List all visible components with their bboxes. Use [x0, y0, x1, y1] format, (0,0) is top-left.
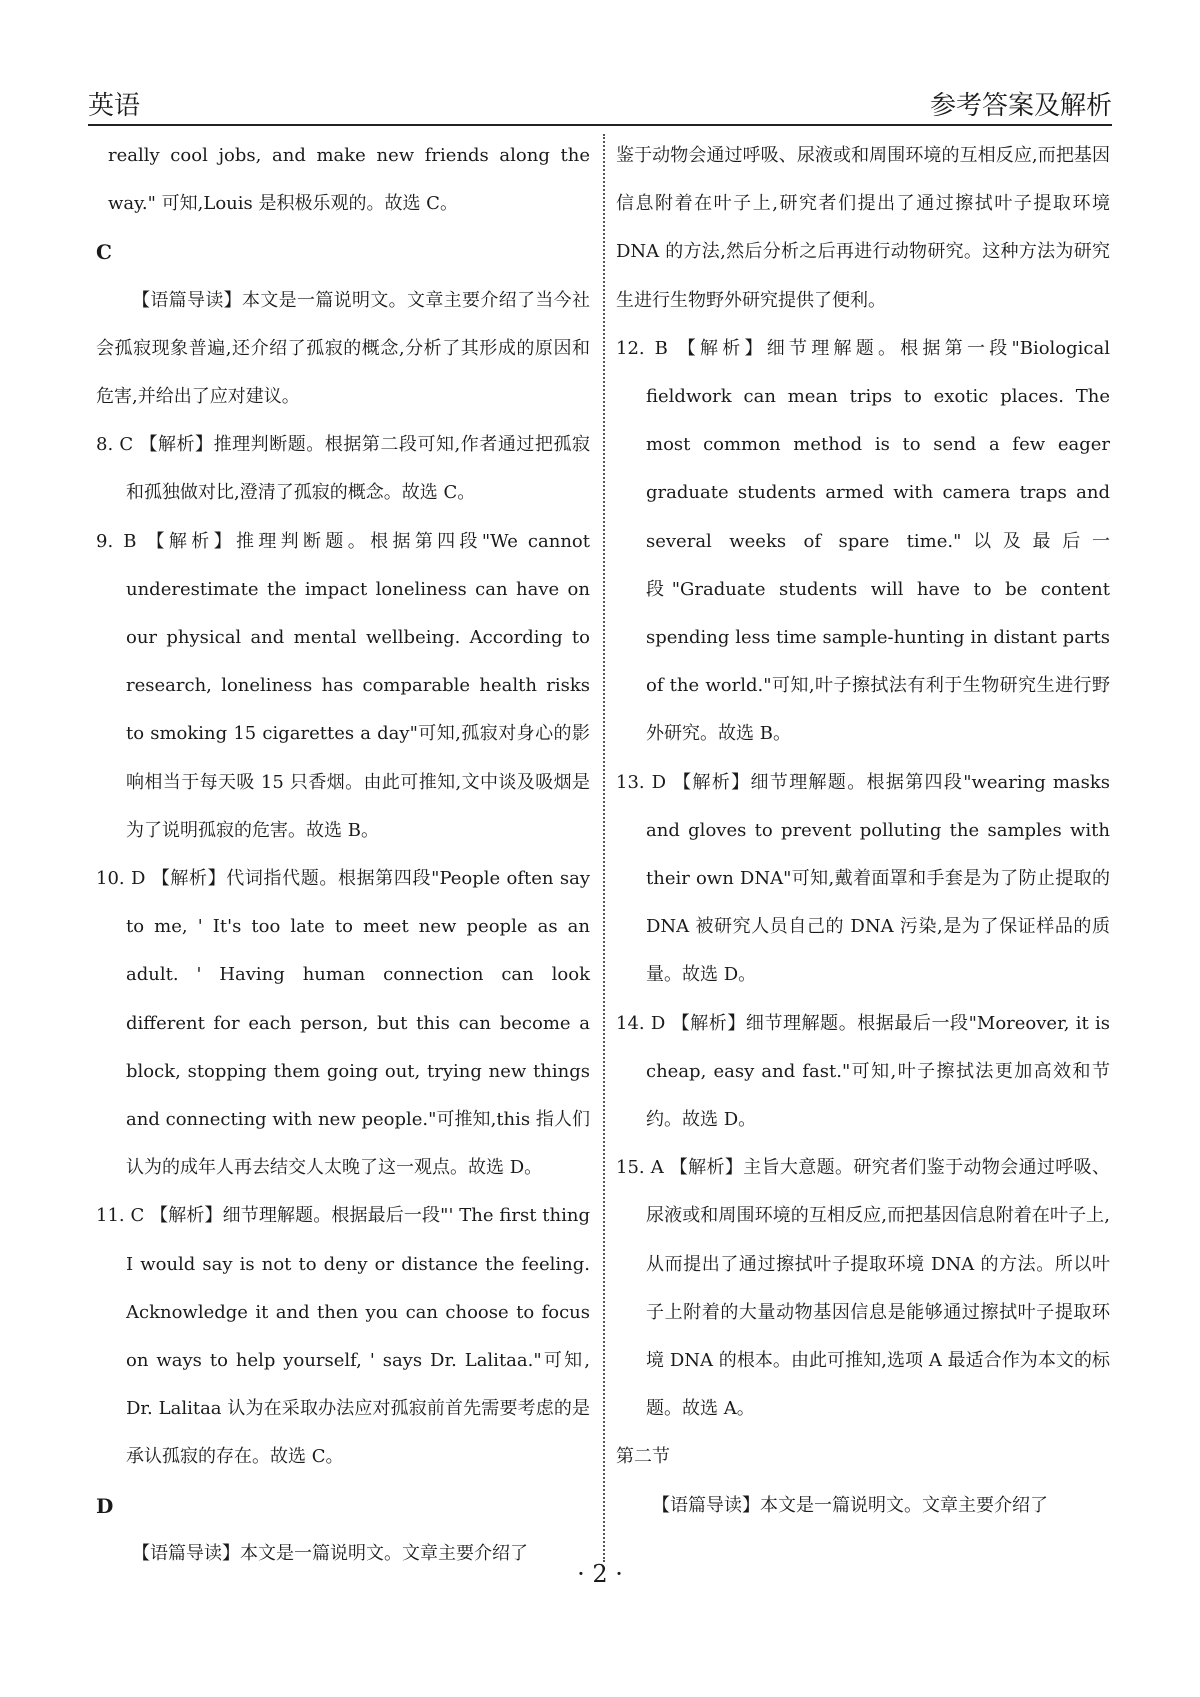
- section-title: 第二节: [616, 1446, 670, 1468]
- column-divider: [603, 134, 605, 1562]
- right-column: [616, 132, 1110, 1530]
- answer-item-15: 15. A 【解析】主旨大意题。研究者们鉴于动物会通过呼吸、尿液或和周围环境的互相反应,而把基因信息附着在叶子上,从而提出了通过擦拭叶子提取环境 DNA 的方法。所以叶子上附着的大量动物基因信息是能够通过擦拭叶子提取环境 DNA 的根本。由此可推知,选项 A 最适合作为本文的标题。故选 A。: [616, 1157, 1110, 1420]
- answer-item-9: 9. B 【解析】推理判断题。根据第四段"We cannot underestimate the impact loneliness can have on our physical and mental wellbeing. According to research, loneliness has comparable health risks to smoking 15 cigarettes a day"可知,孤寂对身心的影响相当于每天吸 15 只香烟。由此可推知,文中谈及吸烟是为了说明孤寂的危害。故选 B。: [96, 530, 590, 841]
- passage-intro-c: 【语篇导读】本文是一篇说明文。文章主要介绍了当今社会孤寂现象普遍,还介绍了孤寂的概念,分析了其形成的原因和危害,并给出了应对建议。: [96, 289, 590, 408]
- page-header: [88, 78, 1112, 122]
- section-heading-c: C: [96, 240, 112, 265]
- left-column: [96, 132, 590, 1578]
- answer-item-8: 8. C 【解析】推理判断题。根据第二段可知,作者通过把孤寂和孤独做对比,澄清了孤寂的概念。故选 C。: [96, 434, 590, 504]
- answer-item-12: 12. B 【解析】细节理解题。根据第一段"Biological fieldwork can mean trips to exotic places. The most common method is to send a few eager graduate students armed with camera traps and several weeks of spare time."以及最后一段"Graduate students will have to be content spending less time sample-hunting in distant parts of the world."可知,叶子擦拭法有利于生物研究生进行野外研究。故选 B。: [616, 337, 1110, 745]
- passage-intro-section2: 【语篇导读】本文是一篇说明文。文章主要介绍了: [652, 1494, 1048, 1516]
- section-label: 参考答案及解析: [929, 91, 1112, 121]
- header-rule: [88, 124, 1112, 126]
- section-heading-d: D: [96, 1493, 114, 1518]
- answer-item-13: 13. D 【解析】细节理解题。根据第四段"wearing masks and gloves to prevent polluting the samples with their own DNA"可知,戴着面罩和手套是为了防止提取的 DNA 被研究人员自己的 DNA 污染,是为了保证样品的质量。故选 D。: [616, 771, 1110, 986]
- answer-item-11: 11. C 【解析】细节理解题。根据最后一段"' The first thing I would say is not to deny or distance the feeling. Acknowledge it and then you can choose to focus on ways to help yourself, ' says Dr. Lalitaa."可知, Dr. Lalitaa 认为在采取办法应对孤寂前首先需要考虑的是承认孤寂的存在。故选 C。: [96, 1205, 590, 1468]
- answer-item-14: 14. D 【解析】细节理解题。根据最后一段"Moreover, it is cheap, easy and fast."可知,叶子擦拭法更加高效和节约。故选 D。: [616, 1012, 1110, 1131]
- answer-item-10: 10. D 【解析】代词指代题。根据第四段"People often say to me, ' It's too late to meet new people as an adult. ' Having human connection can look different for each person, but this can become a block, stopping them going out, trying new things and connecting with new people."可推知,this 指人们认为的成年人再去结交人太晚了这一观点。故选 D。: [96, 868, 590, 1179]
- passage-intro-d-continued: 鉴于动物会通过呼吸、尿液或和周围环境的互相反应,而把基因信息附着在叶子上,研究者们提出了通过擦拭叶子提取环境 DNA 的方法,然后分析之后再进行动物研究。这种方法为研究生进行生物野外研究提供了便利。: [616, 145, 1110, 311]
- passage-intro-d: 【语篇导读】本文是一篇说明文。文章主要介绍了: [132, 1542, 528, 1564]
- subject-label: 英语: [88, 91, 141, 121]
- page-number: · 2 ·: [577, 1560, 623, 1588]
- paragraph-continued: really cool jobs, and make new friends along the way." 可知,Louis 是积极乐观的。故选 C。: [108, 145, 590, 215]
